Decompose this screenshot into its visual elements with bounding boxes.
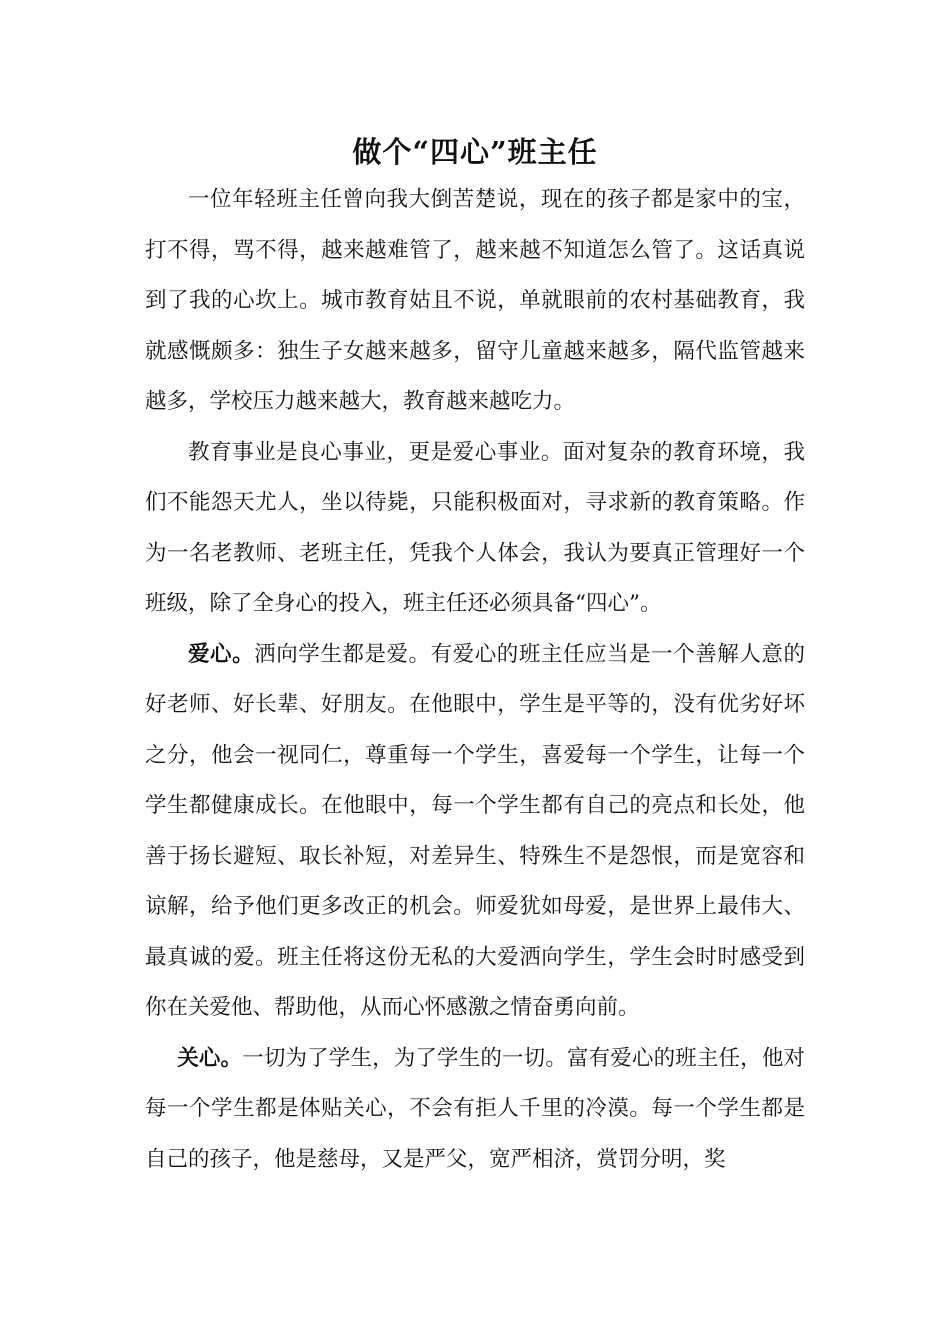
document-title: 做个“四心”班主任 bbox=[352, 135, 598, 169]
paragraph-strategy bbox=[145, 428, 805, 630]
paragraph-care-text: 一切为了学生，为了学生的一切。富有爱心的班主任，他对每一个学生都是体贴关心，不会有拒人千里的冷漠。每一个学生都是自己的孩子，他是慈母，又是严父，宽严相济，赏罚分明，奖 bbox=[145, 1045, 805, 1172]
paragraph-care-heading: 关心。 bbox=[177, 1045, 243, 1071]
paragraph-intro-text: 一位年轻班主任曾向我大倒苦楚说，现在的孩子都是家中的宝，打不得，骂不得，越来越难管了，越来越不知道怎么管了。这话真说到了我的心坎上。城市教育姑且不说，单就眼前的农村基础教育，我就感慨颇多：独生子女越来越多，留守儿童越来越多，隔代监管越来越多，学校压力越来越大，教育越来越吃力。 bbox=[145, 187, 805, 414]
paragraph-love-text: 洒向学生都是爱。有爱心的班主任应当是一个善解人意的好老师、好长辈、好朋友。在他眼中，学生是平等的，没有优劣好坏之分，他会一视同仁，尊重每一个学生，喜爱每一个学生，让每一个学生都健康成长。在他眼中，每一个学生都有自己的亮点和长处，他善于扬长避短、取长补短，对差异生、特殊生不是怨恨，而是宽容和谅解，给予他们更多改正的机会。师爱犹如母爱，是世界上最伟大、最真诚的爱。班主任将这份无私的大爱洒向学生，学生会时时感受到你在关爱他、帮助他，从而心怀感激之情奋勇向前。 bbox=[145, 641, 805, 1020]
paragraph-love bbox=[145, 630, 805, 1034]
paragraph-intro bbox=[145, 175, 805, 428]
paragraph-strategy-text: 教育事业是良心事业，更是爱心事业。面对复杂的教育环境，我们不能怨天尤人，坐以待毙，只能积极面对，寻求新的教育策略。作为一名老教师、老班主任，凭我个人体会，我认为要真正管理好一个班级，除了全身心的投入，班主任还必须具备“四心”。 bbox=[145, 439, 805, 616]
paragraph-care bbox=[145, 1034, 805, 1186]
paragraph-love-heading: 爱心。 bbox=[188, 641, 255, 667]
document-body bbox=[145, 175, 805, 1185]
